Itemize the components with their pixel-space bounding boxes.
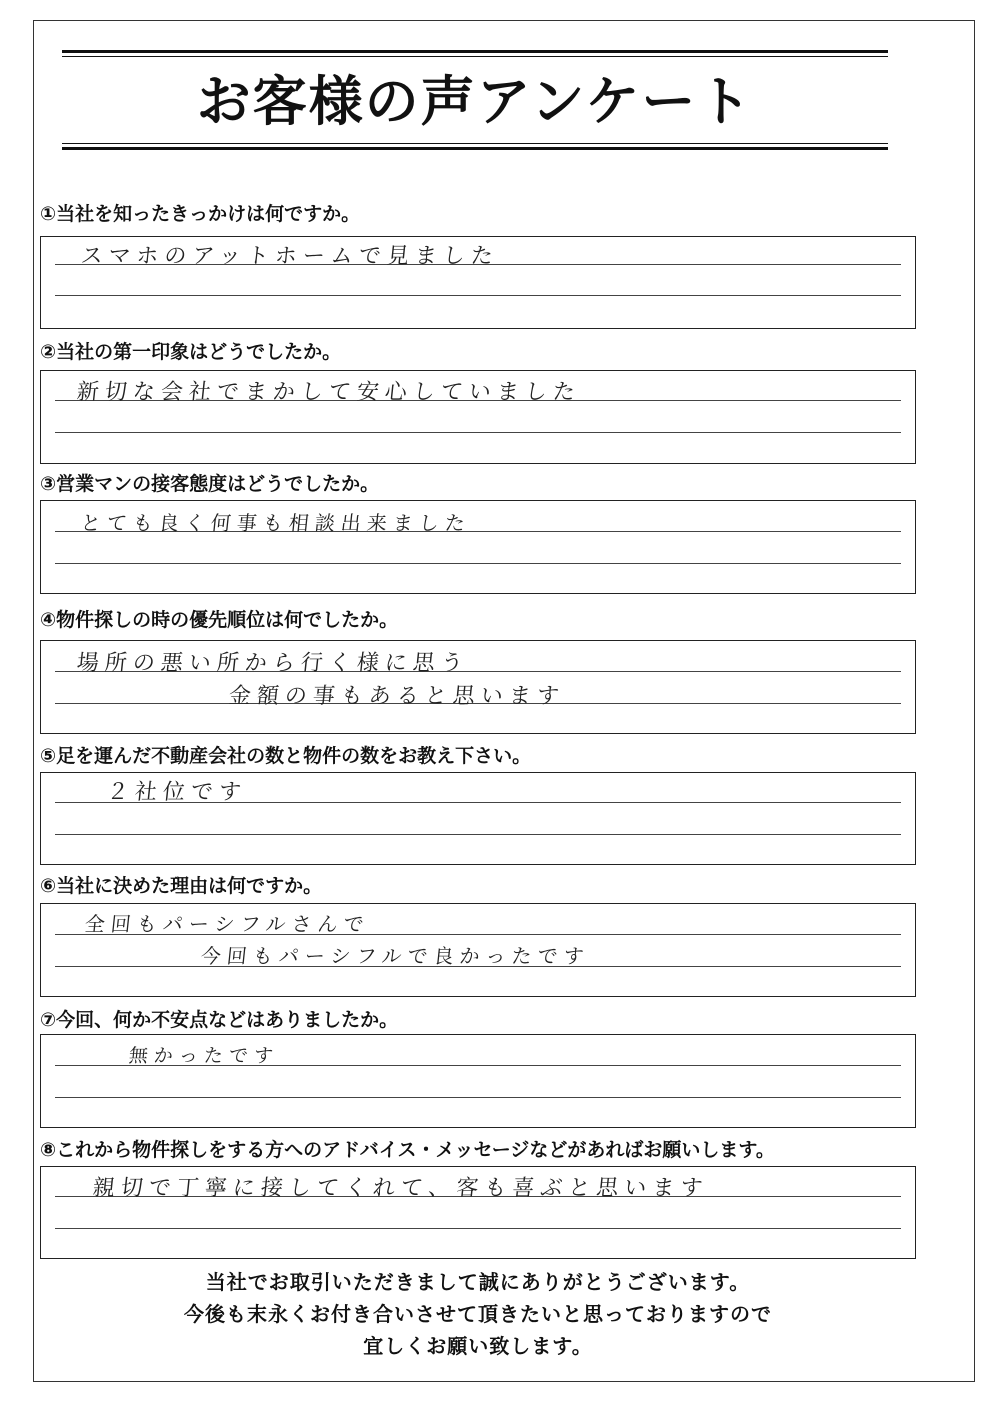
answer-line <box>55 1097 901 1098</box>
question-4-answer-2: 金額の事もあると思います <box>227 684 567 709</box>
question-7-label: ⑦今回、何か不安点などはありましたか。 <box>40 1009 399 1031</box>
question-8-answer-1: 親切で丁寧に接してくれて、客も喜ぶと思います <box>91 1176 710 1201</box>
answer-line <box>55 1228 901 1229</box>
question-7-answer-box <box>40 1034 916 1128</box>
question-4-label: ④物件探しの時の優先順位は何でしたか。 <box>40 609 399 631</box>
question-2-answer-1: 新切な会社でまかして安心していました <box>75 380 583 405</box>
answer-line <box>55 295 901 296</box>
question-7-answer-1: 無かったです <box>127 1045 281 1067</box>
page-title: お客様の声アンケート <box>196 70 754 133</box>
question-4-answer-box <box>40 640 916 734</box>
question-6-answer-1: 全回もパーシフルさんで <box>83 912 371 936</box>
question-3-answer-1: とても良く何事も相談出来ました <box>79 511 473 535</box>
answer-line <box>55 834 901 835</box>
question-1-answer-1: スマホのアットホームで見ました <box>79 244 501 269</box>
title-rule-bottom-thin <box>62 143 888 144</box>
title-rule-top <box>62 50 888 53</box>
question-3-answer-box <box>40 500 916 594</box>
question-6-label: ⑥当社に決めた理由は何ですか。 <box>40 875 323 897</box>
question-6-answer-box <box>40 903 916 997</box>
closing-line-3: 宜しくお願い致します。 <box>363 1334 593 1358</box>
question-2-label: ②当社の第一印象はどうでしたか。 <box>40 341 342 363</box>
question-6-answer-2: 今回もパーシフルで良かったです <box>199 944 591 968</box>
answer-line <box>55 432 901 433</box>
question-8-answer-box <box>40 1166 916 1259</box>
closing-line-1: 当社でお取引いただきまして誠にありがとうございます。 <box>205 1270 751 1294</box>
question-2-answer-box <box>40 370 916 464</box>
title-rule-bottom <box>62 147 888 150</box>
question-8-label: ⑧これから物件探しをする方へのアドバイス・メッセージなどがあればお願いします。 <box>40 1139 775 1161</box>
question-5-answer-1: ２社位です <box>105 780 249 805</box>
closing-line-2: 今後も末永くお付き合いさせて頂きたいと思っておりますので <box>184 1302 772 1326</box>
title-rule-top-thin <box>62 56 888 57</box>
question-5-label: ⑤足を運んだ不動産会社の数と物件の数をお教え下さい。 <box>40 745 532 767</box>
answer-line <box>55 563 901 564</box>
question-4-answer-1: 場所の悪い所から行く様に思う <box>75 651 471 676</box>
question-1-label: ①当社を知ったきっかけは何ですか。 <box>40 203 361 225</box>
question-5-answer-box <box>40 772 916 865</box>
question-3-label: ③営業マンの接客態度はどうでしたか。 <box>40 473 380 495</box>
question-1-answer-box <box>40 236 916 329</box>
